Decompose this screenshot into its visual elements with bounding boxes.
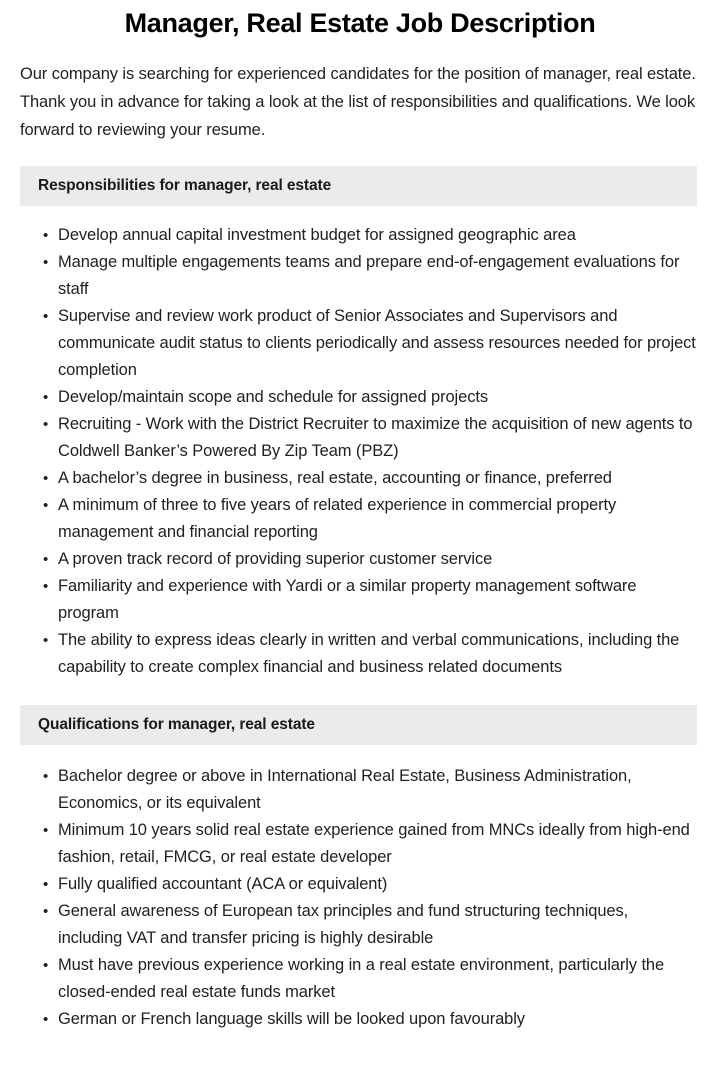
list-item: • A bachelor’s degree in business, real estate, accounting or finance, preferred bbox=[20, 465, 696, 492]
list-item: • Minimum 10 years solid real estate experience gained from MNCs ideally from high-end fashion, retail, FMCG, or real estate developer bbox=[20, 817, 696, 871]
list-item: • Supervise and review work product of Senior Associates and Supervisors and communicate audit status to clients periodically and assess resources needed for project completion bbox=[20, 303, 696, 384]
list-item: • The ability to express ideas clearly in written and verbal communications, including the capability to create complex financial and business related documents bbox=[20, 627, 696, 681]
list-item: • Recruiting - Work with the District Recruiter to maximize the acquisition of new agents to Coldwell Banker’s Powered By Zip Team (PBZ) bbox=[20, 411, 696, 465]
list-item: • German or French language skills will be looked upon favourably bbox=[20, 1006, 696, 1033]
section-header-label: Qualifications for manager, real estate bbox=[38, 716, 315, 733]
section-qualifications bbox=[0, 705, 720, 1033]
list-item: • A proven track record of providing superior customer service bbox=[20, 546, 696, 573]
list-item: • Must have previous experience working in a real estate environment, particularly the closed-ended real estate funds market bbox=[20, 952, 696, 1006]
list-item: • A minimum of three to five years of related experience in commercial property management and financial reporting bbox=[20, 492, 696, 546]
section-responsibilities bbox=[0, 166, 720, 681]
list-item: • Familiarity and experience with Yardi or a similar property management software program bbox=[20, 573, 696, 627]
section-header-qualifications bbox=[20, 705, 697, 745]
section-header-label: Responsibilities for manager, real estate bbox=[38, 177, 332, 194]
page-title: Manager, Real Estate Job Description bbox=[124, 8, 596, 38]
qualifications-list bbox=[0, 745, 720, 1033]
list-item: • Develop annual capital investment budget for assigned geographic area bbox=[20, 222, 696, 249]
section-header-responsibilities bbox=[20, 166, 697, 206]
list-item: • Manage multiple engagements teams and prepare end-of-engagement evaluations for staff bbox=[20, 249, 696, 303]
list-item: • Bachelor degree or above in International Real Estate, Business Administration, Economics, or its equivalent bbox=[20, 763, 696, 817]
intro-paragraph: Our company is searching for experienced candidates for the position of manager, real estate. Thank you in advance for taking a look at the list of responsibilities and qualifications. We look forward to reviewing your resume. bbox=[20, 65, 696, 139]
list-item: • General awareness of European tax principles and fund structuring techniques, including VAT and transfer pricing is highly desirable bbox=[20, 898, 696, 952]
list-item: • Fully qualified accountant (ACA or equivalent) bbox=[20, 871, 696, 898]
list-item: • Develop/maintain scope and schedule for assigned projects bbox=[20, 384, 696, 411]
responsibilities-list bbox=[0, 206, 720, 681]
